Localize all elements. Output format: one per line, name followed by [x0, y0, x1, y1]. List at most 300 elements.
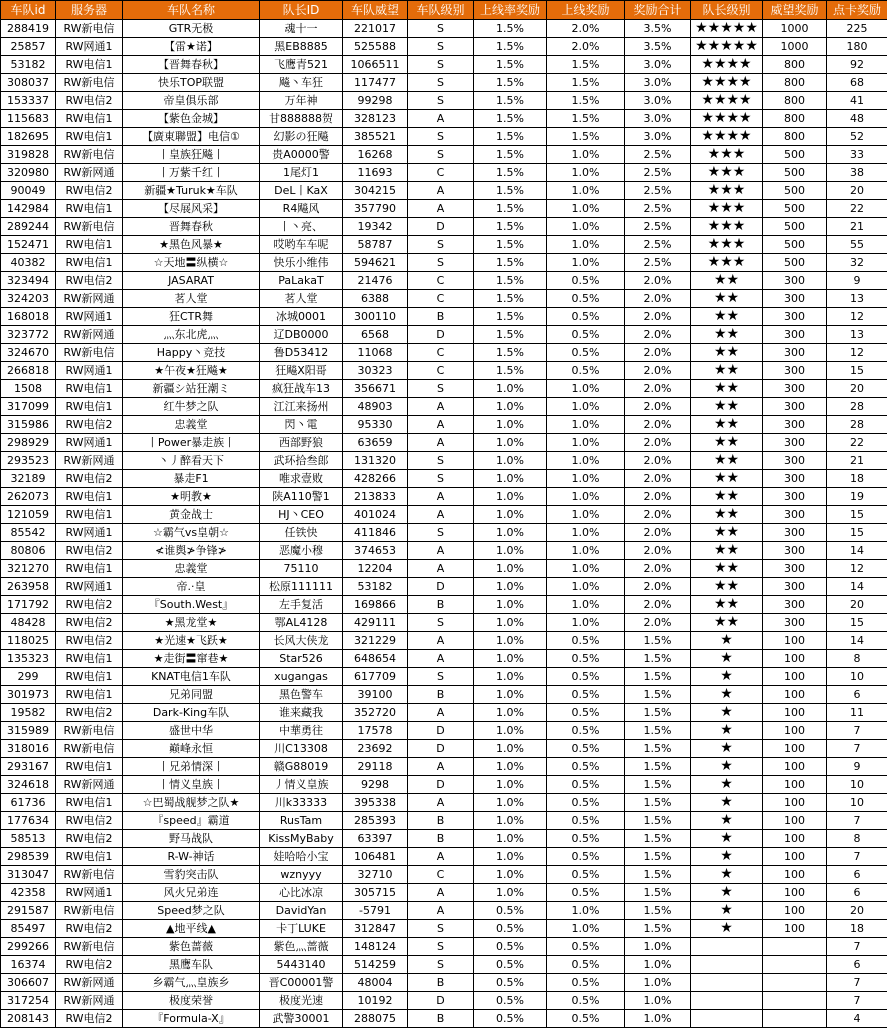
cell-captain-level: ★★ — [691, 578, 763, 596]
cell-team-prestige: 411846 — [343, 524, 408, 542]
cell-online-rate-reward: 1.0% — [474, 470, 547, 488]
cell-point-card-reward: 15 — [827, 524, 887, 542]
cell-online-rate-reward: 1.5% — [474, 200, 547, 218]
cell-server: RW新电信 — [56, 344, 123, 362]
cell-captain-level: ★ — [691, 722, 763, 740]
cell-team-id: 182695 — [1, 128, 56, 146]
cell-prestige-reward — [763, 1010, 827, 1028]
cell-team-name: 巅峰永恒 — [123, 740, 260, 758]
cell-total-reward: 1.5% — [625, 884, 691, 902]
cell-captain-id: 茗人堂 — [260, 290, 343, 308]
cell-team-level: A — [408, 848, 474, 866]
cell-total-reward: 1.5% — [625, 920, 691, 938]
cell-team-level: C — [408, 290, 474, 308]
cell-team-id: 263958 — [1, 578, 56, 596]
cell-point-card-reward: 13 — [827, 290, 887, 308]
cell-point-card-reward: 41 — [827, 92, 887, 110]
cell-server: RW电信1 — [56, 848, 123, 866]
cell-captain-level — [691, 992, 763, 1010]
cell-server: RW电信1 — [56, 686, 123, 704]
cell-captain-level: ★ — [691, 632, 763, 650]
cell-team-id: 115683 — [1, 110, 56, 128]
cell-team-prestige: 352720 — [343, 704, 408, 722]
cell-team-name: 灬东北虎灬 — [123, 326, 260, 344]
cell-online-rate-reward: 1.5% — [474, 290, 547, 308]
cell-total-reward: 2.5% — [625, 182, 691, 200]
cell-server: RW电信2 — [56, 812, 123, 830]
cell-total-reward: 3.0% — [625, 56, 691, 74]
cell-online-rate-reward: 1.0% — [474, 632, 547, 650]
cell-server: RW电信2 — [56, 272, 123, 290]
cell-point-card-reward: 7 — [827, 740, 887, 758]
cell-online-rate-reward: 1.5% — [474, 110, 547, 128]
cell-captain-id: 疯狂战车13 — [260, 380, 343, 398]
cell-captain-level: ★★★ — [691, 236, 763, 254]
cell-server: RW新电信 — [56, 146, 123, 164]
cell-captain-level: ★★ — [691, 290, 763, 308]
cell-prestige-reward: 300 — [763, 560, 827, 578]
cell-server: RW电信1 — [56, 398, 123, 416]
cell-team-level: D — [408, 992, 474, 1010]
cell-captain-id: DavidYan — [260, 902, 343, 920]
cell-prestige-reward: 100 — [763, 884, 827, 902]
cell-point-card-reward: 52 — [827, 128, 887, 146]
cell-team-id: 208143 — [1, 1010, 56, 1028]
cell-captain-level: ★ — [691, 650, 763, 668]
cell-total-reward: 1.5% — [625, 830, 691, 848]
cell-server: RW电信2 — [56, 614, 123, 632]
cell-server: RW电信2 — [56, 920, 123, 938]
cell-online-reward: 1.0% — [547, 416, 625, 434]
cell-team-level: A — [408, 200, 474, 218]
cell-server: RW电信2 — [56, 416, 123, 434]
cell-team-id: 118025 — [1, 632, 56, 650]
cell-team-level: C — [408, 344, 474, 362]
cell-team-prestige: 6568 — [343, 326, 408, 344]
cell-team-level: C — [408, 272, 474, 290]
cell-point-card-reward: 92 — [827, 56, 887, 74]
table-row — [1, 146, 887, 164]
cell-team-prestige: 23692 — [343, 740, 408, 758]
cell-total-reward: 2.0% — [625, 488, 691, 506]
cell-prestige-reward: 300 — [763, 542, 827, 560]
cell-online-reward: 1.0% — [547, 380, 625, 398]
cell-point-card-reward: 48 — [827, 110, 887, 128]
cell-point-card-reward: 7 — [827, 848, 887, 866]
cell-captain-level: ★ — [691, 776, 763, 794]
cell-total-reward: 2.0% — [625, 308, 691, 326]
cell-team-id: 153337 — [1, 92, 56, 110]
cell-point-card-reward: 13 — [827, 326, 887, 344]
cell-team-level: D — [408, 740, 474, 758]
cell-team-name: ☆天地〓纵横☆ — [123, 254, 260, 272]
cell-prestige-reward: 100 — [763, 830, 827, 848]
cell-team-prestige: 53182 — [343, 578, 408, 596]
cell-captain-id: 晋C00001警 — [260, 974, 343, 992]
cell-server: RW电信1 — [56, 380, 123, 398]
cell-captain-level: ★★ — [691, 470, 763, 488]
cell-online-rate-reward: 0.5% — [474, 956, 547, 974]
cell-point-card-reward: 6 — [827, 866, 887, 884]
cell-server: RW电信1 — [56, 560, 123, 578]
cell-prestige-reward: 300 — [763, 344, 827, 362]
cell-server: RW电信1 — [56, 650, 123, 668]
cell-team-level: C — [408, 866, 474, 884]
cell-point-card-reward: 20 — [827, 596, 887, 614]
cell-online-reward: 0.5% — [547, 812, 625, 830]
cell-online-reward: 1.5% — [547, 74, 625, 92]
cell-prestige-reward: 1000 — [763, 20, 827, 38]
table-row — [1, 686, 887, 704]
cell-online-rate-reward: 1.0% — [474, 398, 547, 416]
table-body — [1, 20, 887, 1028]
cell-team-name: ≮谁舆≯争锋≯ — [123, 542, 260, 560]
table-row — [1, 272, 887, 290]
cell-prestige-reward: 1000 — [763, 38, 827, 56]
cell-captain-level: ★★★★★ — [691, 20, 763, 38]
cell-team-level: B — [408, 1010, 474, 1028]
table-row — [1, 488, 887, 506]
cell-total-reward: 1.5% — [625, 668, 691, 686]
table-row — [1, 128, 887, 146]
cell-captain-level: ★★ — [691, 344, 763, 362]
cell-team-name: R-W-神话 — [123, 848, 260, 866]
cell-total-reward: 1.0% — [625, 1010, 691, 1028]
cell-team-name: 黑鹰车队 — [123, 956, 260, 974]
cell-captain-id: wznyyy — [260, 866, 343, 884]
table-row — [1, 884, 887, 902]
cell-online-reward: 0.5% — [547, 992, 625, 1010]
cell-team-id: 320980 — [1, 164, 56, 182]
cell-team-prestige: 356671 — [343, 380, 408, 398]
cell-total-reward: 1.5% — [625, 776, 691, 794]
cell-online-reward: 0.5% — [547, 326, 625, 344]
cell-server: RW新电信 — [56, 20, 123, 38]
cell-team-id: 61736 — [1, 794, 56, 812]
cell-total-reward: 2.0% — [625, 470, 691, 488]
cell-team-id: 308037 — [1, 74, 56, 92]
cell-team-id: 293523 — [1, 452, 56, 470]
cell-total-reward: 2.5% — [625, 254, 691, 272]
cell-point-card-reward: 15 — [827, 614, 887, 632]
cell-online-reward: 0.5% — [547, 308, 625, 326]
cell-point-card-reward: 33 — [827, 146, 887, 164]
table-row — [1, 524, 887, 542]
cell-captain-id: xugangas — [260, 668, 343, 686]
cell-prestige-reward: 100 — [763, 740, 827, 758]
cell-team-level: A — [408, 884, 474, 902]
cell-team-id: 85497 — [1, 920, 56, 938]
cell-online-rate-reward: 0.5% — [474, 920, 547, 938]
cell-point-card-reward: 10 — [827, 776, 887, 794]
cell-prestige-reward: 100 — [763, 794, 827, 812]
cell-online-rate-reward: 1.5% — [474, 164, 547, 182]
cell-online-reward: 0.5% — [547, 722, 625, 740]
cell-team-prestige: 58787 — [343, 236, 408, 254]
cell-online-rate-reward: 1.0% — [474, 578, 547, 596]
cell-server: RW电信1 — [56, 200, 123, 218]
cell-online-rate-reward: 1.0% — [474, 686, 547, 704]
cell-team-level: A — [408, 794, 474, 812]
cell-server: RW电信1 — [56, 668, 123, 686]
cell-team-name: ★午夜★狂飚★ — [123, 362, 260, 380]
table-row — [1, 1010, 887, 1028]
cell-team-id: 42358 — [1, 884, 56, 902]
cell-online-reward: 0.5% — [547, 686, 625, 704]
cell-captain-level: ★★ — [691, 362, 763, 380]
cell-server: RW电信2 — [56, 830, 123, 848]
cell-team-id: 16374 — [1, 956, 56, 974]
cell-team-name: ★黑龙堂★ — [123, 614, 260, 632]
cell-team-name: Happy丶竞技 — [123, 344, 260, 362]
cell-server: RW新电信 — [56, 722, 123, 740]
cell-team-id: 177634 — [1, 812, 56, 830]
table-row — [1, 848, 887, 866]
cell-prestige-reward — [763, 956, 827, 974]
cell-point-card-reward: 8 — [827, 650, 887, 668]
cell-online-rate-reward: 1.5% — [474, 344, 547, 362]
cell-captain-level: ★★ — [691, 596, 763, 614]
cell-captain-id: 贵A0000警 — [260, 146, 343, 164]
cell-captain-id: 甘888888贺 — [260, 110, 343, 128]
cell-server: RW电信1 — [56, 506, 123, 524]
cell-team-id: 298539 — [1, 848, 56, 866]
cell-online-rate-reward: 0.5% — [474, 902, 547, 920]
cell-team-id: 48428 — [1, 614, 56, 632]
cell-online-reward: 1.0% — [547, 920, 625, 938]
cell-team-name: ★走街〓窜巷★ — [123, 650, 260, 668]
cell-team-prestige: 63397 — [343, 830, 408, 848]
table-row — [1, 758, 887, 776]
cell-online-reward: 2.0% — [547, 20, 625, 38]
cell-prestige-reward: 100 — [763, 758, 827, 776]
cell-team-prestige: 648654 — [343, 650, 408, 668]
table-row — [1, 956, 887, 974]
cell-server: RW网通1 — [56, 434, 123, 452]
cell-captain-id: 万年神 — [260, 92, 343, 110]
cell-prestige-reward: 800 — [763, 74, 827, 92]
cell-team-level: S — [408, 92, 474, 110]
cell-captain-id: R4飚风 — [260, 200, 343, 218]
cell-team-prestige: 312847 — [343, 920, 408, 938]
cell-team-name: 【廣東聯盟】电信① — [123, 128, 260, 146]
cell-online-reward: 0.5% — [547, 1010, 625, 1028]
cell-team-prestige: 29118 — [343, 758, 408, 776]
cell-team-level: B — [408, 830, 474, 848]
table-row — [1, 200, 887, 218]
cell-point-card-reward: 15 — [827, 506, 887, 524]
cell-captain-level: ★★ — [691, 272, 763, 290]
cell-team-name: 丨皇族狂飚丨 — [123, 146, 260, 164]
cell-prestige-reward: 300 — [763, 488, 827, 506]
cell-online-reward: 1.0% — [547, 578, 625, 596]
cell-online-rate-reward: 1.0% — [474, 830, 547, 848]
cell-captain-level: ★★★ — [691, 182, 763, 200]
cell-team-prestige: 385521 — [343, 128, 408, 146]
cell-online-rate-reward: 1.5% — [474, 362, 547, 380]
column-header-prestige-reward: 威望奖励 — [763, 1, 827, 20]
cell-prestige-reward: 300 — [763, 470, 827, 488]
cell-prestige-reward: 100 — [763, 812, 827, 830]
cell-captain-level: ★★ — [691, 614, 763, 632]
cell-point-card-reward: 22 — [827, 200, 887, 218]
cell-online-reward: 1.0% — [547, 434, 625, 452]
cell-captain-level: ★ — [691, 902, 763, 920]
cell-team-name: 【晋舞春秋】 — [123, 56, 260, 74]
cell-point-card-reward: 20 — [827, 902, 887, 920]
cell-team-id: 318016 — [1, 740, 56, 758]
cell-online-rate-reward: 1.0% — [474, 884, 547, 902]
cell-team-id: 266818 — [1, 362, 56, 380]
cell-online-reward: 0.5% — [547, 794, 625, 812]
cell-team-level: S — [408, 614, 474, 632]
cell-team-prestige: 288075 — [343, 1010, 408, 1028]
cell-prestige-reward: 100 — [763, 920, 827, 938]
cell-team-id: 323494 — [1, 272, 56, 290]
cell-total-reward: 1.0% — [625, 956, 691, 974]
cell-team-id: 301973 — [1, 686, 56, 704]
cell-server: RW网通1 — [56, 578, 123, 596]
column-header-captain-level: 队长级别 — [691, 1, 763, 20]
cell-team-name: 紫色蔷薇 — [123, 938, 260, 956]
cell-captain-id: 中華勇往 — [260, 722, 343, 740]
cell-online-rate-reward: 1.5% — [474, 182, 547, 200]
cell-online-rate-reward: 1.5% — [474, 92, 547, 110]
cell-online-rate-reward: 1.0% — [474, 596, 547, 614]
cell-prestige-reward — [763, 938, 827, 956]
cell-online-rate-reward: 1.0% — [474, 722, 547, 740]
table-row — [1, 182, 887, 200]
cell-server: RW新网通 — [56, 992, 123, 1010]
cell-captain-level: ★★ — [691, 542, 763, 560]
cell-team-level: A — [408, 542, 474, 560]
cell-total-reward: 1.5% — [625, 866, 691, 884]
cell-captain-level: ★★ — [691, 488, 763, 506]
cell-team-name: GTR无极 — [123, 20, 260, 38]
cell-team-prestige: 328123 — [343, 110, 408, 128]
cell-prestige-reward: 800 — [763, 128, 827, 146]
cell-online-rate-reward: 0.5% — [474, 974, 547, 992]
cell-online-rate-reward: 1.0% — [474, 650, 547, 668]
table-row — [1, 902, 887, 920]
cell-total-reward: 1.5% — [625, 704, 691, 722]
cell-total-reward: 1.5% — [625, 650, 691, 668]
cell-captain-level: ★★ — [691, 560, 763, 578]
cell-captain-id: KissMyBaby — [260, 830, 343, 848]
cell-captain-level: ★★★ — [691, 218, 763, 236]
cell-total-reward: 1.0% — [625, 938, 691, 956]
cell-online-reward: 1.0% — [547, 146, 625, 164]
cell-captain-level: ★★ — [691, 506, 763, 524]
cell-prestige-reward: 800 — [763, 110, 827, 128]
cell-team-level: A — [408, 560, 474, 578]
cell-server: RW新电信 — [56, 740, 123, 758]
cell-team-name: 忠義堂 — [123, 560, 260, 578]
cell-team-level: S — [408, 380, 474, 398]
cell-online-rate-reward: 0.5% — [474, 938, 547, 956]
cell-captain-id: 川C13308 — [260, 740, 343, 758]
cell-total-reward: 3.0% — [625, 92, 691, 110]
table-row — [1, 20, 887, 38]
cell-total-reward: 2.0% — [625, 560, 691, 578]
cell-team-prestige: 131320 — [343, 452, 408, 470]
cell-captain-level: ★★ — [691, 452, 763, 470]
cell-team-id: 80806 — [1, 542, 56, 560]
cell-online-reward: 1.0% — [547, 560, 625, 578]
cell-captain-id: 丿情义皇族 — [260, 776, 343, 794]
cell-total-reward: 2.0% — [625, 326, 691, 344]
cell-server: RW新电信 — [56, 866, 123, 884]
cell-point-card-reward: 9 — [827, 272, 887, 290]
cell-total-reward: 2.5% — [625, 218, 691, 236]
cell-point-card-reward: 11 — [827, 704, 887, 722]
cell-online-rate-reward: 1.0% — [474, 740, 547, 758]
cell-captain-level: ★ — [691, 758, 763, 776]
table-row — [1, 812, 887, 830]
cell-team-level: S — [408, 236, 474, 254]
table-row — [1, 92, 887, 110]
cell-captain-id: 75110 — [260, 560, 343, 578]
cell-prestige-reward: 300 — [763, 524, 827, 542]
cell-total-reward: 1.5% — [625, 794, 691, 812]
cell-team-level: S — [408, 956, 474, 974]
cell-team-name: 野马战队 — [123, 830, 260, 848]
cell-total-reward: 2.5% — [625, 236, 691, 254]
cell-captain-id: 鄂AL4128 — [260, 614, 343, 632]
cell-point-card-reward: 21 — [827, 452, 887, 470]
cell-online-rate-reward: 1.0% — [474, 416, 547, 434]
cell-online-rate-reward: 1.0% — [474, 560, 547, 578]
cell-team-id: 319828 — [1, 146, 56, 164]
cell-server: RW新电信 — [56, 218, 123, 236]
cell-point-card-reward: 4 — [827, 1010, 887, 1028]
cell-total-reward: 3.5% — [625, 38, 691, 56]
cell-total-reward: 2.5% — [625, 200, 691, 218]
cell-total-reward: 2.5% — [625, 164, 691, 182]
cell-total-reward: 2.0% — [625, 290, 691, 308]
table-row — [1, 578, 887, 596]
cell-team-prestige: 374653 — [343, 542, 408, 560]
cell-prestige-reward: 500 — [763, 218, 827, 236]
cell-point-card-reward: 20 — [827, 182, 887, 200]
cell-total-reward: 2.0% — [625, 524, 691, 542]
cell-team-id: 315986 — [1, 416, 56, 434]
cell-online-reward: 0.5% — [547, 758, 625, 776]
cell-team-id: 293167 — [1, 758, 56, 776]
cell-total-reward: 1.5% — [625, 848, 691, 866]
cell-online-reward: 1.0% — [547, 182, 625, 200]
cell-team-id: 152471 — [1, 236, 56, 254]
cell-online-reward: 0.5% — [547, 740, 625, 758]
table-row — [1, 830, 887, 848]
cell-online-reward: 0.5% — [547, 848, 625, 866]
cell-team-prestige: 428266 — [343, 470, 408, 488]
cell-team-name: ▲地平线▲ — [123, 920, 260, 938]
cell-server: RW电信1 — [56, 794, 123, 812]
cell-captain-level: ★ — [691, 668, 763, 686]
cell-team-name: 红牛梦之队 — [123, 398, 260, 416]
cell-prestige-reward: 100 — [763, 722, 827, 740]
cell-team-id: 85542 — [1, 524, 56, 542]
column-header-point-card-reward: 点卡奖励 — [827, 1, 887, 20]
cell-point-card-reward: 28 — [827, 398, 887, 416]
cell-prestige-reward: 100 — [763, 848, 827, 866]
cell-total-reward: 1.5% — [625, 686, 691, 704]
cell-prestige-reward: 100 — [763, 686, 827, 704]
cell-total-reward: 2.0% — [625, 272, 691, 290]
cell-point-card-reward: 7 — [827, 722, 887, 740]
cell-point-card-reward: 28 — [827, 416, 887, 434]
